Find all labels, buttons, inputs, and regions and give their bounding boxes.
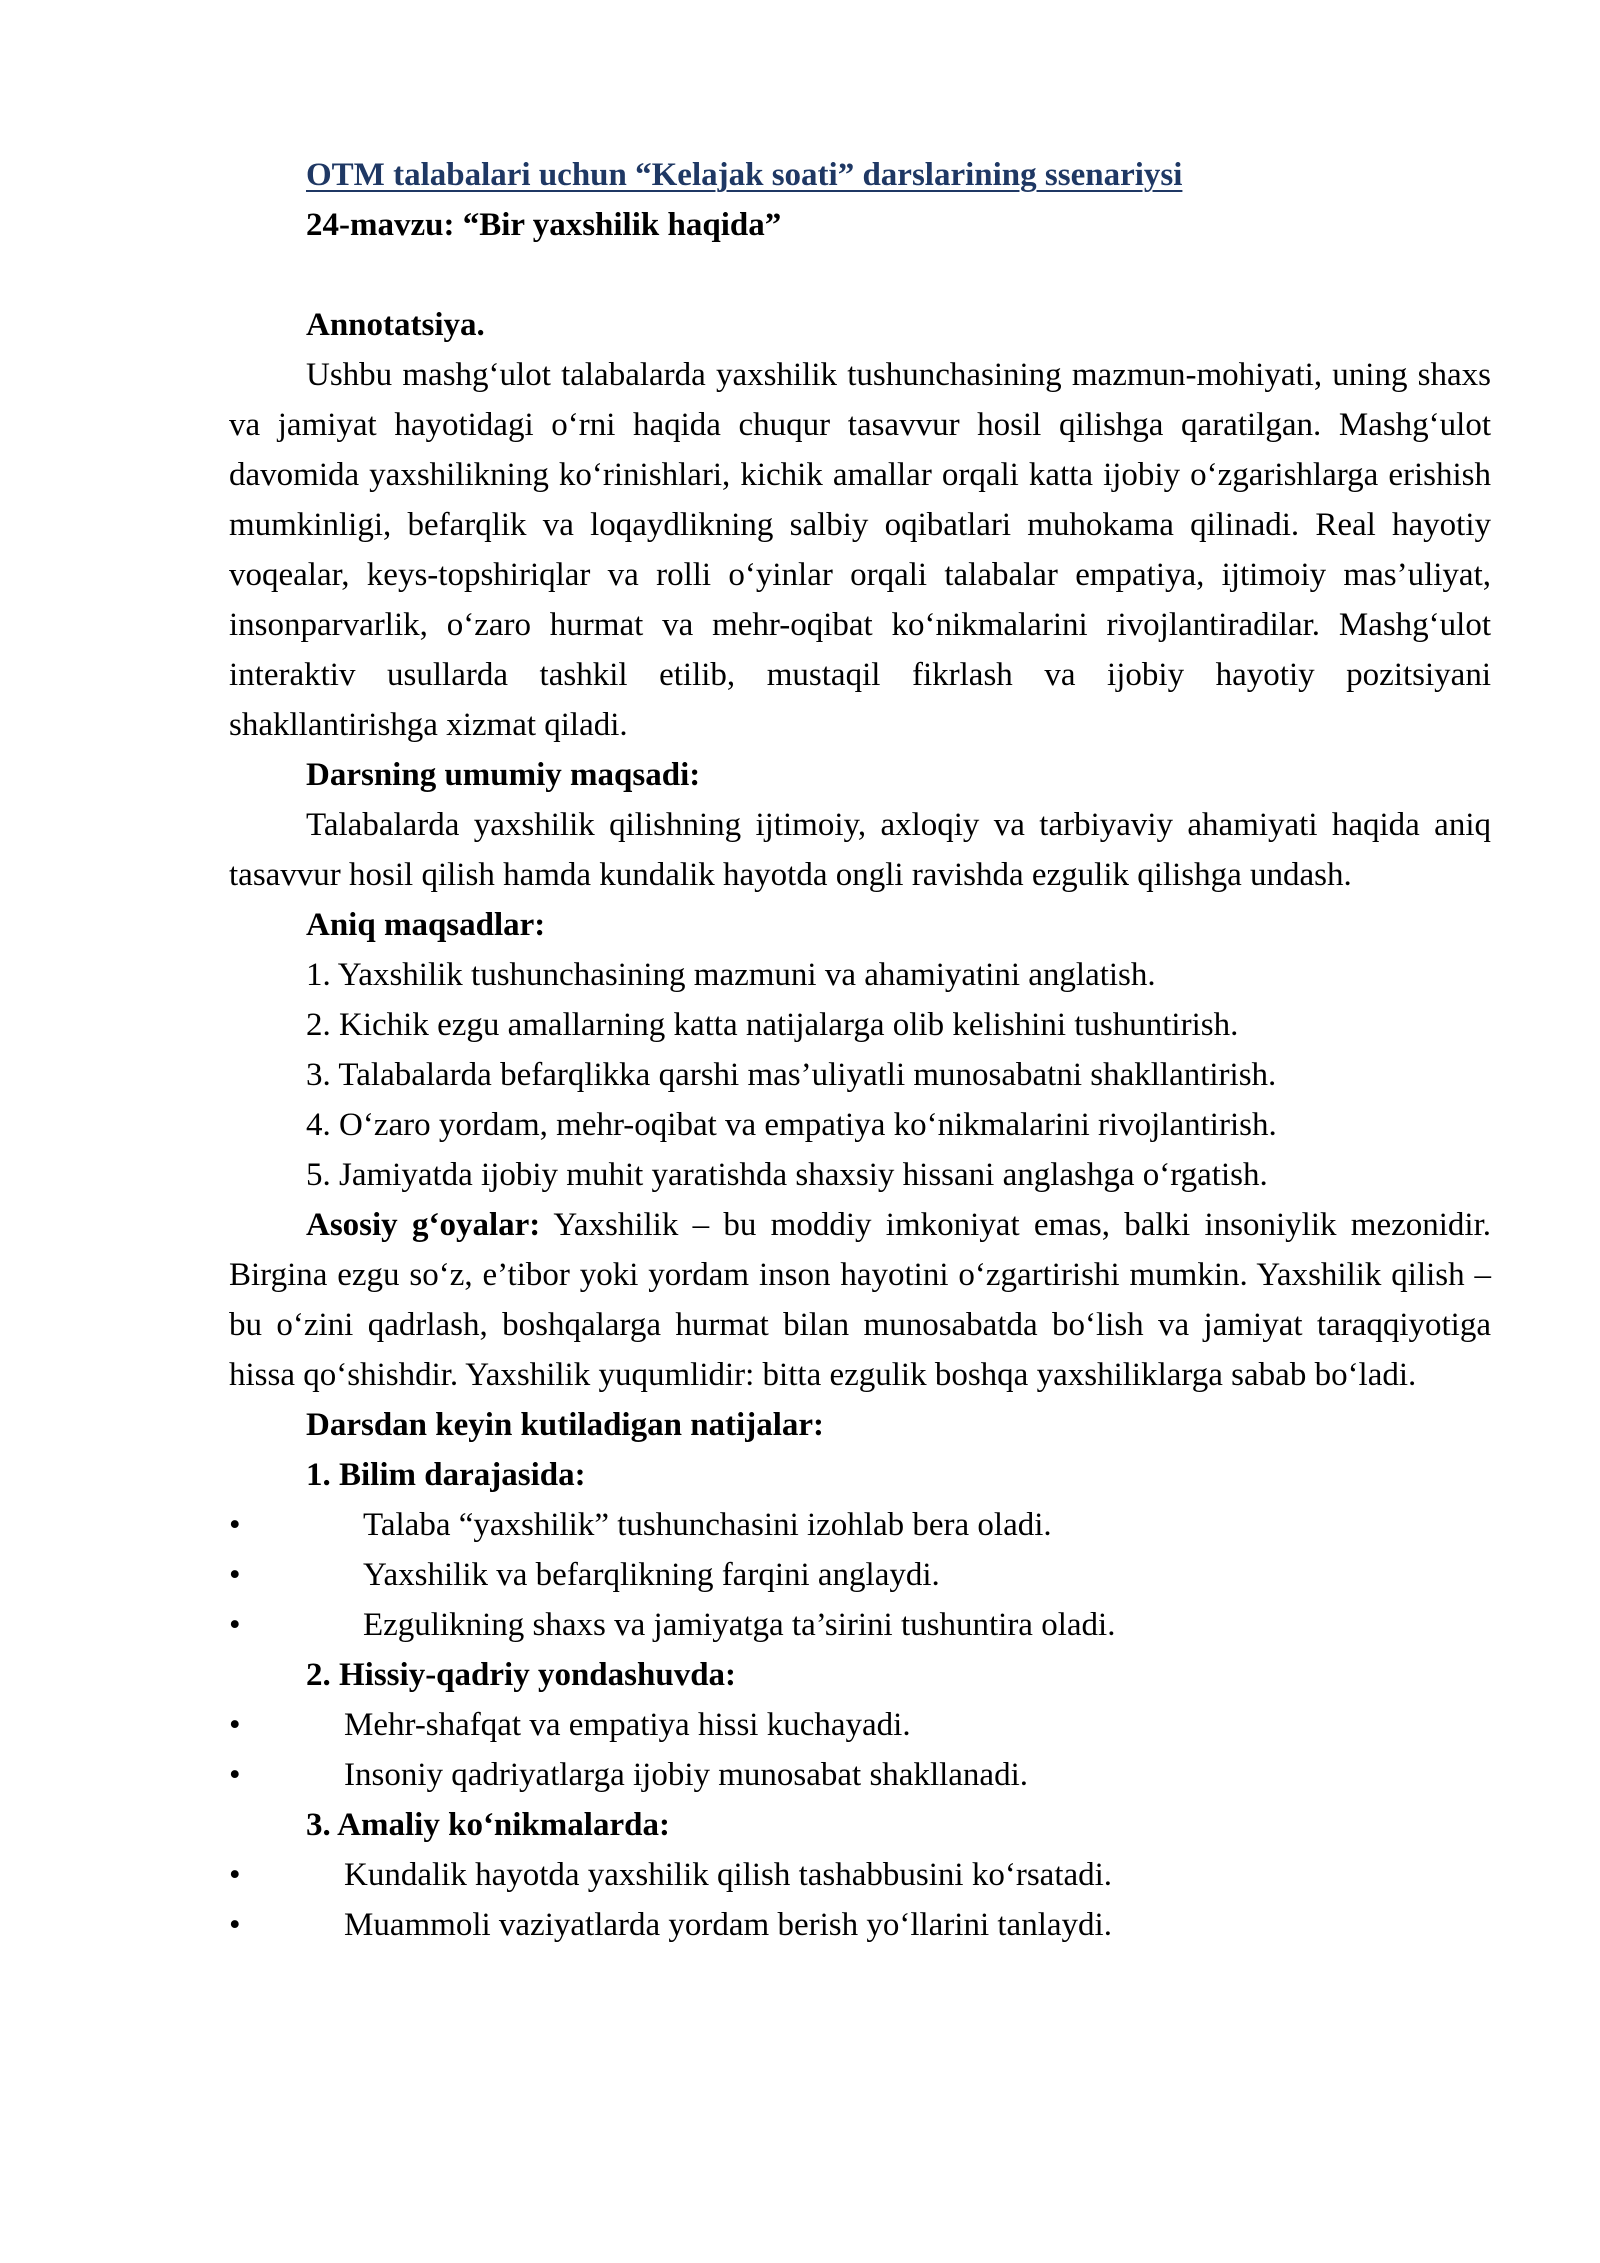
knowledge-heading: 1. Bilim darajasida: [306,1457,586,1493]
annotation-heading: Annotatsiya. [306,307,485,343]
list-item-text: Insoniy qadriyatlarga ijobiy munosabat shakllanadi. [344,1757,1028,1793]
list-item [229,1750,1491,1800]
list-item [229,1850,1491,1900]
list-item: 4. O‘zaro yordam, mehr-oqibat va empatiya ko‘nikmalarini rivojlantirish. [306,1107,1277,1143]
list-item [229,1700,1491,1750]
bullet-icon: • [229,1857,241,1893]
list-item-text: Yaxshilik va befarqlikning farqini anglaydi. [363,1557,940,1593]
list-item-text: Kundalik hayotda yaxshilik qilish tashabbusini ko‘rsatadi. [344,1857,1113,1893]
bullet-icon: • [229,1607,241,1643]
list-item [229,1550,1491,1600]
topic-heading: 24-mavzu: “Bir yaxshilik haqida” [306,207,782,243]
specific-goals-list [229,950,1491,1200]
list-item: 5. Jamiyatda ijobiy muhit yaratishda shaxsiy hissani anglashga o‘rgatish. [306,1157,1268,1193]
practical-heading: 3. Amaliy ko‘nikmalarda: [306,1807,670,1843]
bullet-icon: • [229,1907,241,1943]
list-item: 3. Talabalarda befarqlikka qarshi mas’uliyatli munosabatni shakllantirish. [306,1057,1277,1093]
knowledge-list [229,1500,1491,1650]
list-item [229,1600,1491,1650]
list-item-text: Ezgulikning shaxs va jamiyatga ta’sirini tushuntira oladi. [363,1607,1116,1643]
main-ideas-text: Yaxshilik – bu moddiy imkoniyat emas, balki insoniylik mezonidir. Birgina ezgu so‘z, e’tibor yoki yordam inson hayotini o‘zgartirishi mumkin. Yaxshilik qilish – bu o‘zini qadrlash, boshqalarga hurmat bilan munosabatda bo‘lish va jamiyat taraqqiyotiga hissa qo‘shishdir. Yaxshilik yuqumlidir: bitta ezgulik boshqa yaxshiliklarga sabab bo‘ladi. [229,1207,1491,1393]
list-item [229,1900,1491,1950]
document-title: OTM talabalari uchun “Kelajak soati” darslarining ssenariysi [306,157,1183,193]
list-item [229,1500,1491,1550]
bullet-icon: • [229,1557,241,1593]
annotation-text: Ushbu mashg‘ulot talabalarda yaxshilik tushunchasining mazmun-mohiyati, uning shaxs va jamiyat hayotidagi o‘rni haqida chuqur tasavvur hosil qilishga qaratilgan. Mashg‘ulot davomida yaxshilikning ko‘rinishlari, kichik amallar orqali katta ijobiy o‘zgarishlarga erishish mumkinligi, befarqlik va loqaydlikning salbiy oqibatlari muhokama qilinadi. Real hayotiy voqealar, keys-topshiriqlar va rolli o‘yinlar orqali talabalar empatiya, ijtimoiy mas’uliyat, insonparvarlik, o‘zaro hurmat va mehr-oqibat ko‘nikmalarini rivojlantiradilar. Mashg‘ulot interaktiv usullarda tashkil etilib, mustaqil fikrlash va ijobiy hayotiy pozitsiyani shakllantirishga xizmat qiladi. [229,357,1491,743]
practical-list [229,1850,1491,1950]
general-goal-text: Talabalarda yaxshilik qilishning ijtimoiy, axloqiy va tarbiyaviy ahamiyati haqida aniq tasavvur hosil qilish hamda kundalik hayotda ongli ravishda ezgulik qilishga undash. [229,807,1491,893]
list-item-text: Talaba “yaxshilik” tushunchasini izohlab bera oladi. [363,1507,1052,1543]
specific-goals-heading: Aniq maqsadlar: [306,907,546,943]
main-ideas-lead: Asosiy g‘oyalar: [306,1207,541,1243]
list-item: 2. Kichik ezgu amallarning katta natijalarga olib kelishini tushuntirish. [306,1007,1239,1043]
general-goal-heading: Darsning umumiy maqsadi: [306,757,701,793]
bullet-icon: • [229,1707,241,1743]
spacer [229,250,1491,300]
emotional-list [229,1700,1491,1800]
outcomes-heading: Darsdan keyin kutiladigan natijalar: [306,1407,825,1443]
bullet-icon: • [229,1507,241,1543]
list-item-text: Mehr-shafqat va empatiya hissi kuchayadi. [344,1707,911,1743]
main-ideas-paragraph [229,1200,1491,1400]
list-item-text: Muammoli vaziyatlarda yordam berish yo‘llarini tanlaydi. [344,1907,1112,1943]
list-item: 1. Yaxshilik tushunchasining mazmuni va ahamiyatini anglatish. [306,957,1156,993]
bullet-icon: • [229,1757,241,1793]
emotional-heading: 2. Hissiy-qadriy yondashuvda: [306,1657,737,1693]
document-page [229,150,1491,1950]
